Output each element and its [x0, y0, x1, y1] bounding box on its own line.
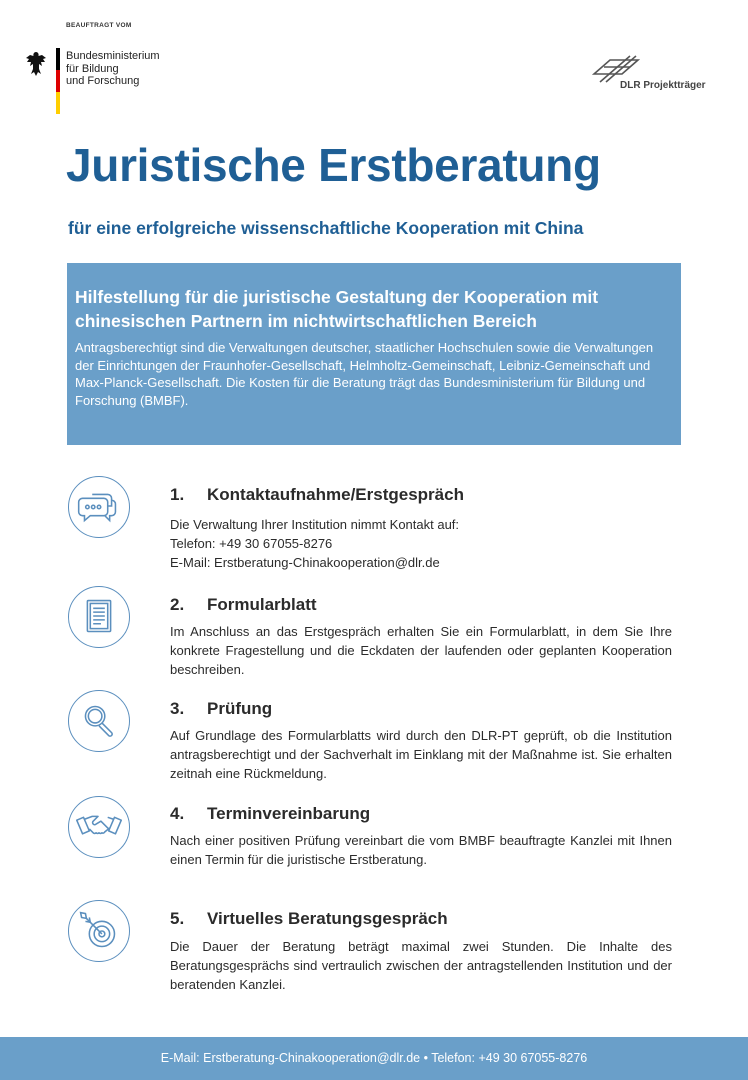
eligibility-info-box [67, 263, 681, 445]
chat-bubbles-icon [68, 476, 130, 538]
ministry-line: für Bildung [66, 62, 119, 75]
step-title [170, 595, 317, 615]
step-phone: Telefon: +49 30 67055-8276 [170, 536, 333, 552]
step-email: E-Mail: Erstberatung-Chinakooperation@dlr.de [170, 555, 440, 571]
step-title [170, 485, 464, 505]
step-title [170, 699, 272, 719]
step-body: Im Anschluss an das Erstgespräch erhalten Sie ein Formularblatt, in dem Sie Ihre konkrete Fragestellung und die Eckdaten der laufenden oder geplanten Kooperation beschreiben. [170, 624, 672, 678]
page-title: Juristische Erstberatung [66, 139, 601, 191]
dlr-projekttraeger-label: DLR Projektträger [620, 80, 706, 91]
step-number: 3. [170, 699, 185, 718]
german-flag-bar [56, 48, 60, 114]
federal-eagle-icon [24, 50, 48, 78]
step-number: 5. [170, 909, 185, 928]
commissioned-by-label: BEAUFTRAGT VOM [66, 22, 132, 29]
step-title-text: Virtuelles Beratungsgespräch [207, 909, 448, 928]
info-heading: Hilfestellung für die juristische Gestaltung der Kooperation mit chinesischen Partnern im nichtwirtschaftlichen Bereich [75, 287, 599, 331]
magnifier-icon [68, 690, 130, 752]
step-title-text: Prüfung [207, 699, 273, 718]
step-body: Auf Grundlage des Formularblatts wird durch den DLR-PT geprüft, ob die Institution antragsberechtigt und der Sachverhalt im Einklang mit der Maßnahme ist. Sie erhalten zeitnah eine Rückmeldung. [170, 728, 672, 782]
form-sheet-icon [68, 586, 130, 648]
handshake-icon [68, 796, 130, 858]
step-number: 4. [170, 804, 185, 823]
contact-footer: E-Mail: Erstberatung-Chinakooperation@dlr.de • Telefon: +49 30 67055-8276 [0, 1037, 748, 1080]
step-title-text: Terminvereinbarung [207, 804, 371, 823]
info-text: Antragsberechtigt sind die Verwaltungen deutscher, staatlicher Hochschulen sowie die Verwaltungen der Einrichtungen der Fraunhofer-Gesellschaft, Helmholtz-Gemeinschaft, Leibniz-Gemeinschaft und Max-Planck-Gesellschaft. Die Kosten für die Beratung trägt das Bundesministerium für Bildung und Forschung (BMBF). [75, 340, 654, 408]
target-arrow-icon [68, 900, 130, 962]
ministry-name [66, 50, 160, 88]
step-body: Die Dauer der Beratung beträgt maximal zwei Stunden. Die Inhalte des Beratungsgesprächs sind vertraulich zwischen der antragstellenden Institution und der beratenden Kanzlei. [170, 939, 672, 993]
page-subtitle: für eine erfolgreiche wissenschaftliche Kooperation mit China [68, 218, 584, 238]
step-title-text: Formularblatt [207, 595, 317, 614]
step-title [170, 909, 448, 929]
step-body-line: Die Verwaltung Ihrer Institution nimmt Kontakt auf: [170, 517, 460, 532]
step-body: Nach einer positiven Prüfung vereinbart die vom BMBF beauftragte Kanzlei mit Ihnen einen Termin für die juristische Erstberatung. [170, 833, 672, 868]
step-body [170, 515, 672, 573]
step-number: 2. [170, 595, 185, 614]
step-title [170, 804, 370, 824]
step-number: 1. [170, 485, 185, 504]
header [0, 0, 748, 130]
ministry-line: und Forschung [66, 75, 140, 87]
step-title-text: Kontaktaufnahme/Erstgespräch [207, 485, 464, 504]
ministry-line: Bundesministerium [66, 50, 160, 62]
